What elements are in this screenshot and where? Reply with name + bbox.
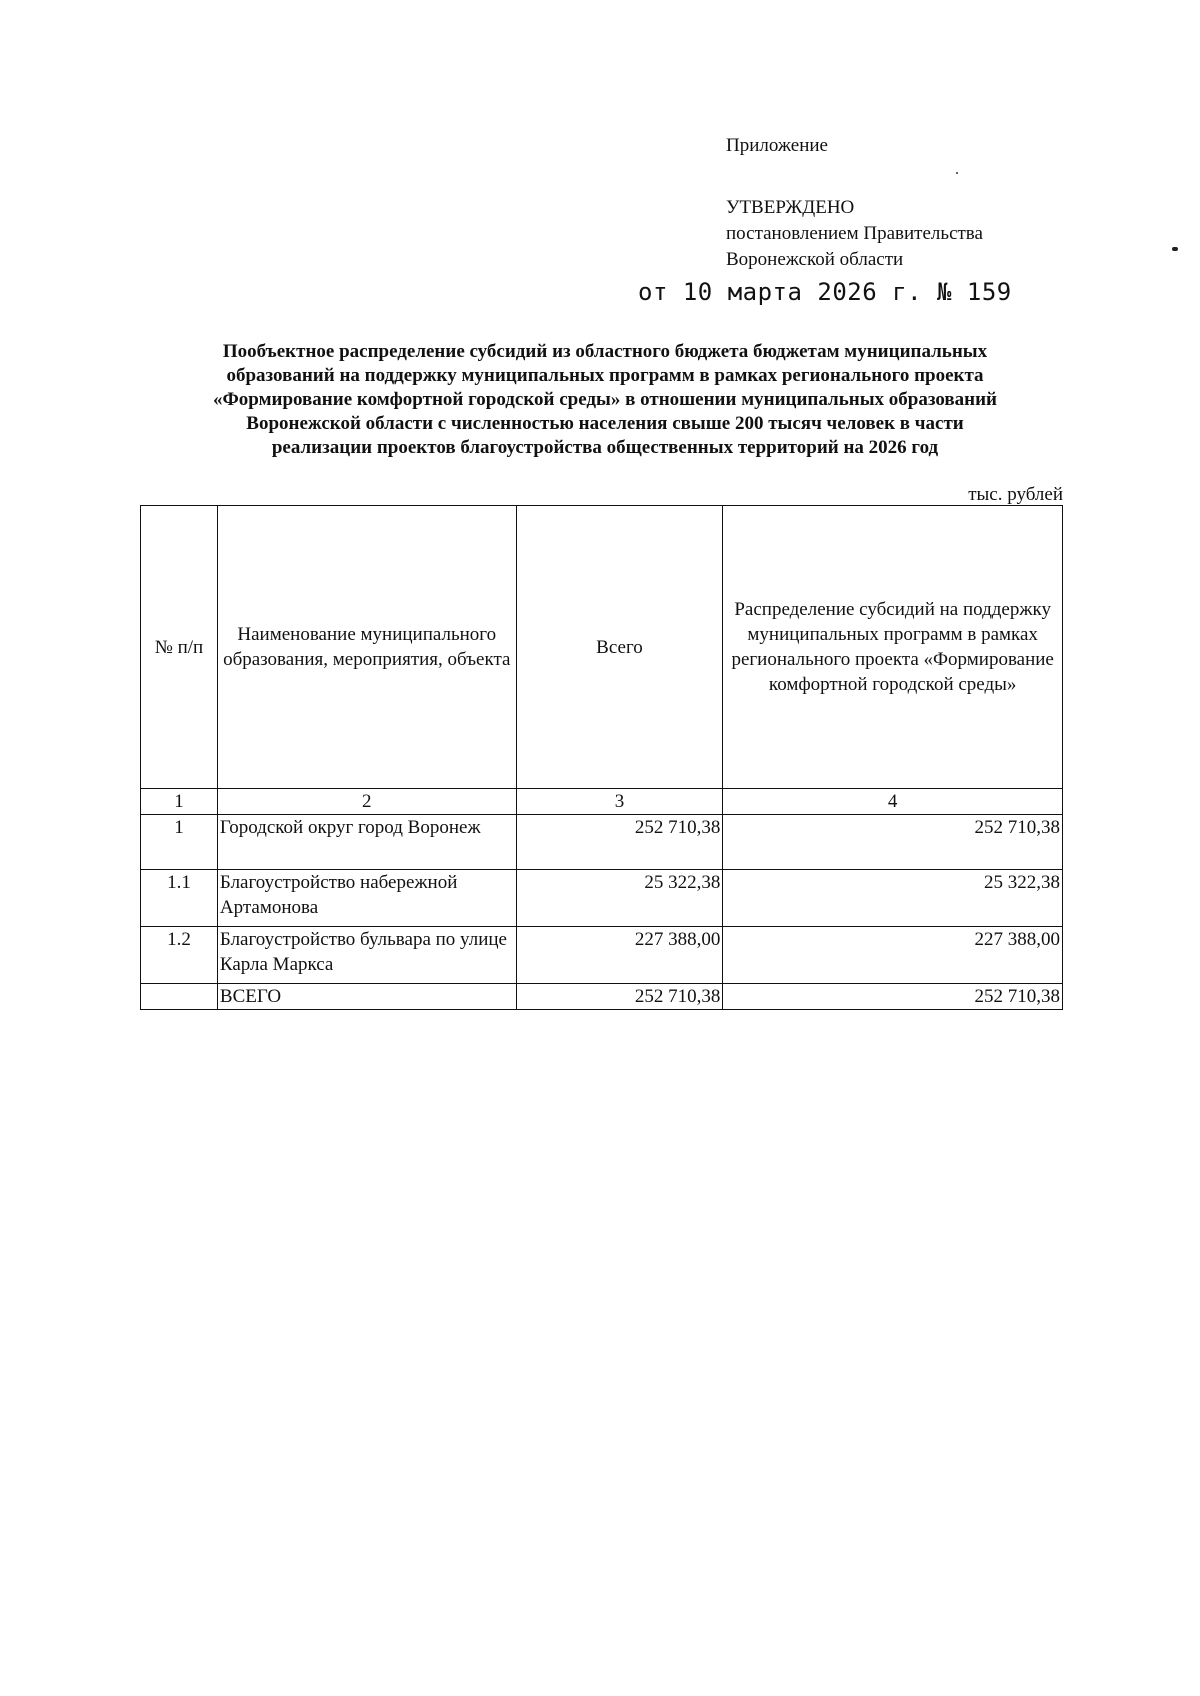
column-number: 4: [723, 789, 1063, 815]
title-line: Воронежской области с численностью населения свыше 200 тысяч человек в части: [246, 413, 964, 434]
row-subsidy: 252 710,38: [723, 984, 1063, 1010]
table-header-row: [141, 506, 1063, 789]
row-name: Благоустройство бульвара по улице Карла Маркса: [217, 927, 516, 984]
row-number: 1.1: [141, 870, 218, 927]
scan-speck: [1172, 247, 1178, 251]
decree-by-label: постановлением Правительства: [726, 223, 983, 244]
row-name: Городской округ город Воронеж: [217, 815, 516, 870]
header-subsidy: Распределение субсидий на поддержку муниципальных программ в рамках регионального проекта «Формирование комфортной городской среды»: [723, 506, 1063, 789]
column-number: 2: [217, 789, 516, 815]
title-line: «Формирование комфортной городской среды» в отношении муниципальных образований: [212, 389, 998, 410]
decree-date-number: от 10 марта 2026 г. № 159: [638, 278, 1012, 306]
title-line: образований на поддержку муниципальных программ в рамках регионального проекта: [226, 365, 984, 386]
row-subsidy: 25 322,38: [723, 870, 1063, 927]
row-total: 252 710,38: [516, 815, 723, 870]
appendix-label: Приложение: [726, 135, 828, 156]
row-name: ВСЕГО: [217, 984, 516, 1010]
row-total: 252 710,38: [516, 984, 723, 1010]
title-line: Пообъектное распределение субсидий из областного бюджета бюджетам муниципальных: [222, 341, 988, 362]
document-title: [150, 340, 1060, 460]
column-number-row: [141, 789, 1063, 815]
header-name: Наименование муниципального образования, мероприятия, объекта: [217, 506, 516, 789]
column-number: 1: [141, 789, 218, 815]
approval-block: [726, 133, 983, 273]
table-total-row: [141, 984, 1063, 1010]
scan-speck: [956, 172, 958, 174]
table-row: [141, 870, 1063, 927]
row-name: Благоустройство набережной Артамонова: [217, 870, 516, 927]
row-total: 25 322,38: [516, 870, 723, 927]
region-label: Воронежской области: [726, 249, 904, 270]
row-number: [141, 984, 218, 1010]
row-subsidy: 252 710,38: [723, 815, 1063, 870]
row-number: 1.2: [141, 927, 218, 984]
header-total: Всего: [516, 506, 723, 789]
subsidy-distribution-table: [140, 505, 1063, 1010]
header-number: № п/п: [141, 506, 218, 789]
approved-label: УТВЕРЖДЕНО: [726, 197, 855, 218]
row-subsidy: 227 388,00: [723, 927, 1063, 984]
row-total: 227 388,00: [516, 927, 723, 984]
row-number: 1: [141, 815, 218, 870]
table-row: [141, 927, 1063, 984]
title-line: реализации проектов благоустройства общественных территорий на 2026 год: [271, 437, 939, 458]
table-row: [141, 815, 1063, 870]
column-number: 3: [516, 789, 723, 815]
units-label: тыс. рублей: [968, 484, 1063, 505]
